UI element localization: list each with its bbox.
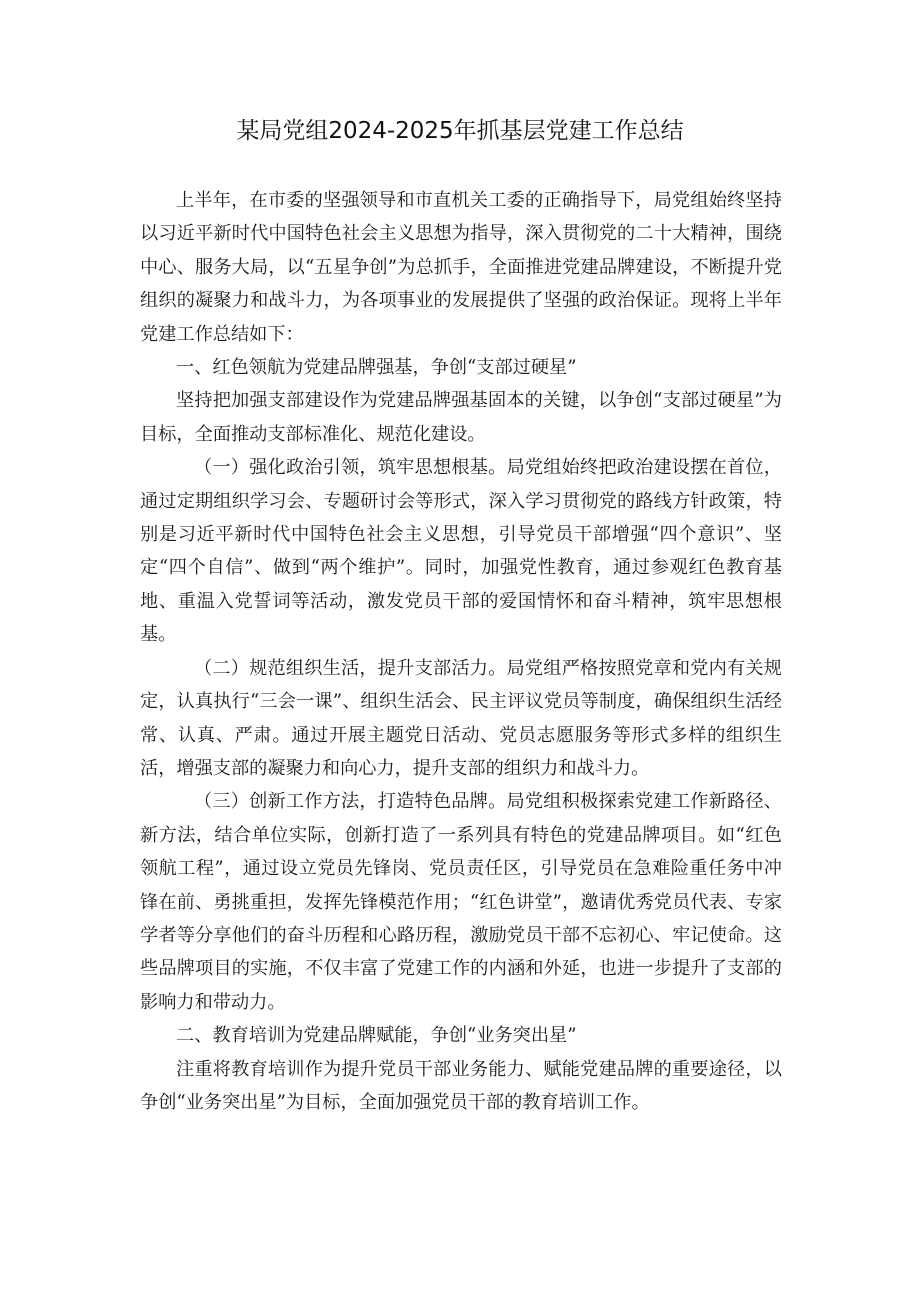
section-1-intro-paragraph: 坚持把加强支部建设作为党建品牌强基固本的关键，以争创“支部过硬星”为目标，全面推动支部标准化、规范化建设。 bbox=[140, 390, 782, 445]
subsection-1-paragraph: （一）强化政治引领，筑牢思想根基。局党组始终把政治建设摆在首位，通过定期组织学习会、专题研讨会等形式，深入学习贯彻党的路线方针政策，特别是习近平新时代中国特色社会主义思想，引导党员干部增强“四个意识”、坚定“四个自信”、做到“两个维护”。同时，加强党性教育，通过参观红色教育基地、重温入党誓词等活动，激发党员干部的爱国情怀和奋斗精神，筑牢思想根基。 bbox=[140, 457, 782, 646]
subsection-2-paragraph: （二）规范组织生活，提升支部活力。局党组严格按照党章和党内有关规定，认真执行“三会一课”、组织生活会、民主评议党员等制度，确保组织生活经常、认真、严肃。通过开展主题党日活动、党员志愿服务等形式多样的组织生活，增强支部的凝聚力和向心力，提升支部的组织力和战斗力。 bbox=[140, 657, 782, 779]
section-2-intro-paragraph: 注重将教育培训作为提升党员干部业务能力、赋能党建品牌的重要途径，以争创“业务突出星”为目标，全面加强党员干部的教育培训工作。 bbox=[140, 1058, 782, 1113]
document-body bbox=[140, 184, 782, 1119]
section-heading-1: 一、红色领航为党建品牌强基，争创“支部过硬星” bbox=[176, 357, 577, 379]
document-title: 某局党组2024-2025年抓基层党建工作总结 bbox=[236, 118, 684, 144]
intro-paragraph: 上半年，在市委的坚强领导和市直机关工委的正确指导下，局党组始终坚持以习近平新时代中国特色社会主义思想为指导，深入贯彻党的二十大精神，围绕中心、服务大局，以“五星争创”为总抓手，全面推进党建品牌建设，不断提升党组织的凝聚力和战斗力，为各项事业的发展提供了坚强的政治保证。现将上半年党建工作总结如下： bbox=[140, 190, 782, 345]
subsection-3-paragraph: （三）创新工作方法，打造特色品牌。局党组积极探索党建工作新路径、新方法，结合单位实际，创新打造了一系列具有特色的党建品牌项目。如“红色领航工程”，通过设立党员先锋岗、党员责任区，引导党员在急难险重任务中冲锋在前、勇挑重担，发挥先锋模范作用；“红色讲堂”，邀请优秀党员代表、专家学者等分享他们的奋斗历程和心路历程，激励党员干部不忘初心、牢记使命。这些品牌项目的实施，不仅丰富了党建工作的内涵和外延，也进一步提升了支部的影响力和带动力。 bbox=[140, 791, 782, 1013]
section-heading-2: 二、教育培训为党建品牌赋能，争创“业务突出星” bbox=[176, 1025, 577, 1047]
